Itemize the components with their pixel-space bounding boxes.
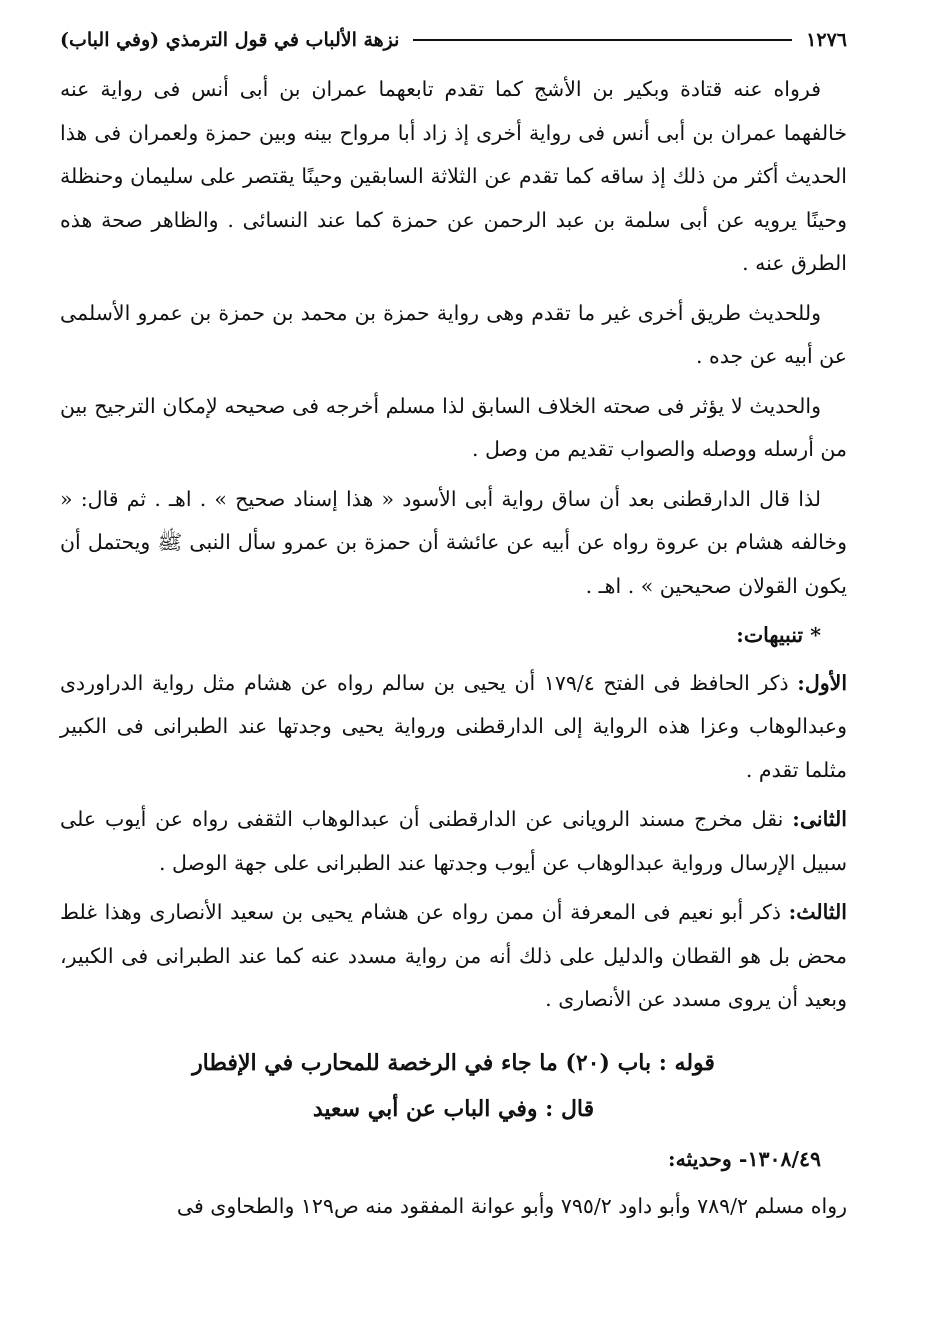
running-title: نزهة الألباب في قول الترمذي (وفي الباب) [60, 29, 400, 51]
notes-heading-label: تنبيهات: [736, 623, 804, 647]
notes-heading [60, 614, 847, 658]
note-2 [60, 798, 847, 885]
book-page [60, 20, 847, 1305]
note-2-text: نقل مخرج مسند الرويانى عن الدارقطنى أن عبدالوهاب الثقفى رواه عن أيوب على سبيل الإرسال ورواية عبدالوهاب عن أيوب وجدتها عند الطبرانى على جهة الوصل . [60, 807, 847, 875]
chapter-heading-title: قوله : باب (٢٠) ما جاء في الرخصة للمحارب في الإفطار [192, 1049, 715, 1076]
note-3 [60, 891, 847, 1022]
note-3-text: ذكر أبو نعيم فى المعرفة أن ممن رواه عن هشام يحيى بن سعيد الأنصارى وهذا غلط محض بل هو القطان والدليل على ذلك أنه من رواية مسدد عنه كما عند الطبرانى فى الكبير، وبعيد أن يروى مسدد عن الأنصارى . [60, 900, 847, 1011]
note-1-label: الأول: [797, 670, 848, 695]
hadith-text: رواه مسلم ٧٨٩/٢ وأبو داود ٧٩٥/٢ وأبو عوانة المفقود منه ص١٢٩ والطحاوى فى [176, 1194, 847, 1218]
paragraph-3: والحديث لا يؤثر فى صحته الخلاف السابق لذا مسلم أخرجه فى صحيحه لإمكان الترجيح بين من أرسله ووصله والصواب تقديم من وصل . [60, 393, 847, 461]
hadith-reference: ١٣٠٨/٤٩- وحديثه: [668, 1146, 821, 1171]
paragraph-2: وللحديث طريق أخرى غير ما تقدم وهى رواية حمزة بن محمد بن حمزة بن عمرو الأسلمى عن أبيه عن جده . [60, 300, 847, 368]
note-1-text: ذكر الحافظ فى الفتح ١٧٩/٤ أن يحيى بن سالم رواه عن هشام مثل رواية الدراوردى وعبدالوهاب وعزا هذه الرواية إلى الدارقطنى ورواية يحيى وجدتها عند الطبرانى فى الكبير مثلما تقدم . [60, 670, 847, 782]
note-2-label: الثانى: [792, 807, 847, 831]
chapter-heading-subtitle: قال : وفي الباب عن أبي سعيد [312, 1095, 595, 1122]
paragraph-1: فرواه عنه قتادة وبكير بن الأشج كما تقدم تابعهما عمران بن أبى أنس فى رواية عنه خالفهما عمران بن أبى أنس فى رواية أخرى إذ زاد أبا مرواح بينه وبين حمزة ولعمران فى هذا الحديث أكثر من ذلك إذ ساقه كما تقدم عن الثلاثة السابقين وحينًا يقتصر على سليمان وحنظلة وحينًا يرويه عن أبى سلمة بن عبد الرحمن عن حمزة كما عند النسائى . والظاهر صحة هذه الطرق عنه . [60, 77, 847, 275]
note-1 [60, 662, 847, 793]
running-header [60, 20, 847, 60]
star-icon: * [810, 623, 821, 647]
body-text [60, 68, 847, 1229]
header-rule [413, 39, 792, 41]
chapter-heading [60, 1040, 847, 1132]
page-number: ١٢٧٦ [806, 29, 847, 51]
note-3-label: الثالث: [788, 900, 847, 924]
paragraph-4: لذا قال الدارقطنى بعد أن ساق رواية أبى الأسود « هذا إسناد صحيح » . اهـ . ثم قال: « وخالفه هشام بن عروة رواه عن أبيه عن عائشة أن حمزة بن عمرو سأل النبى ﷺ ويحتمل أن يكون القولان صحيحين » . اهـ . [60, 486, 847, 598]
